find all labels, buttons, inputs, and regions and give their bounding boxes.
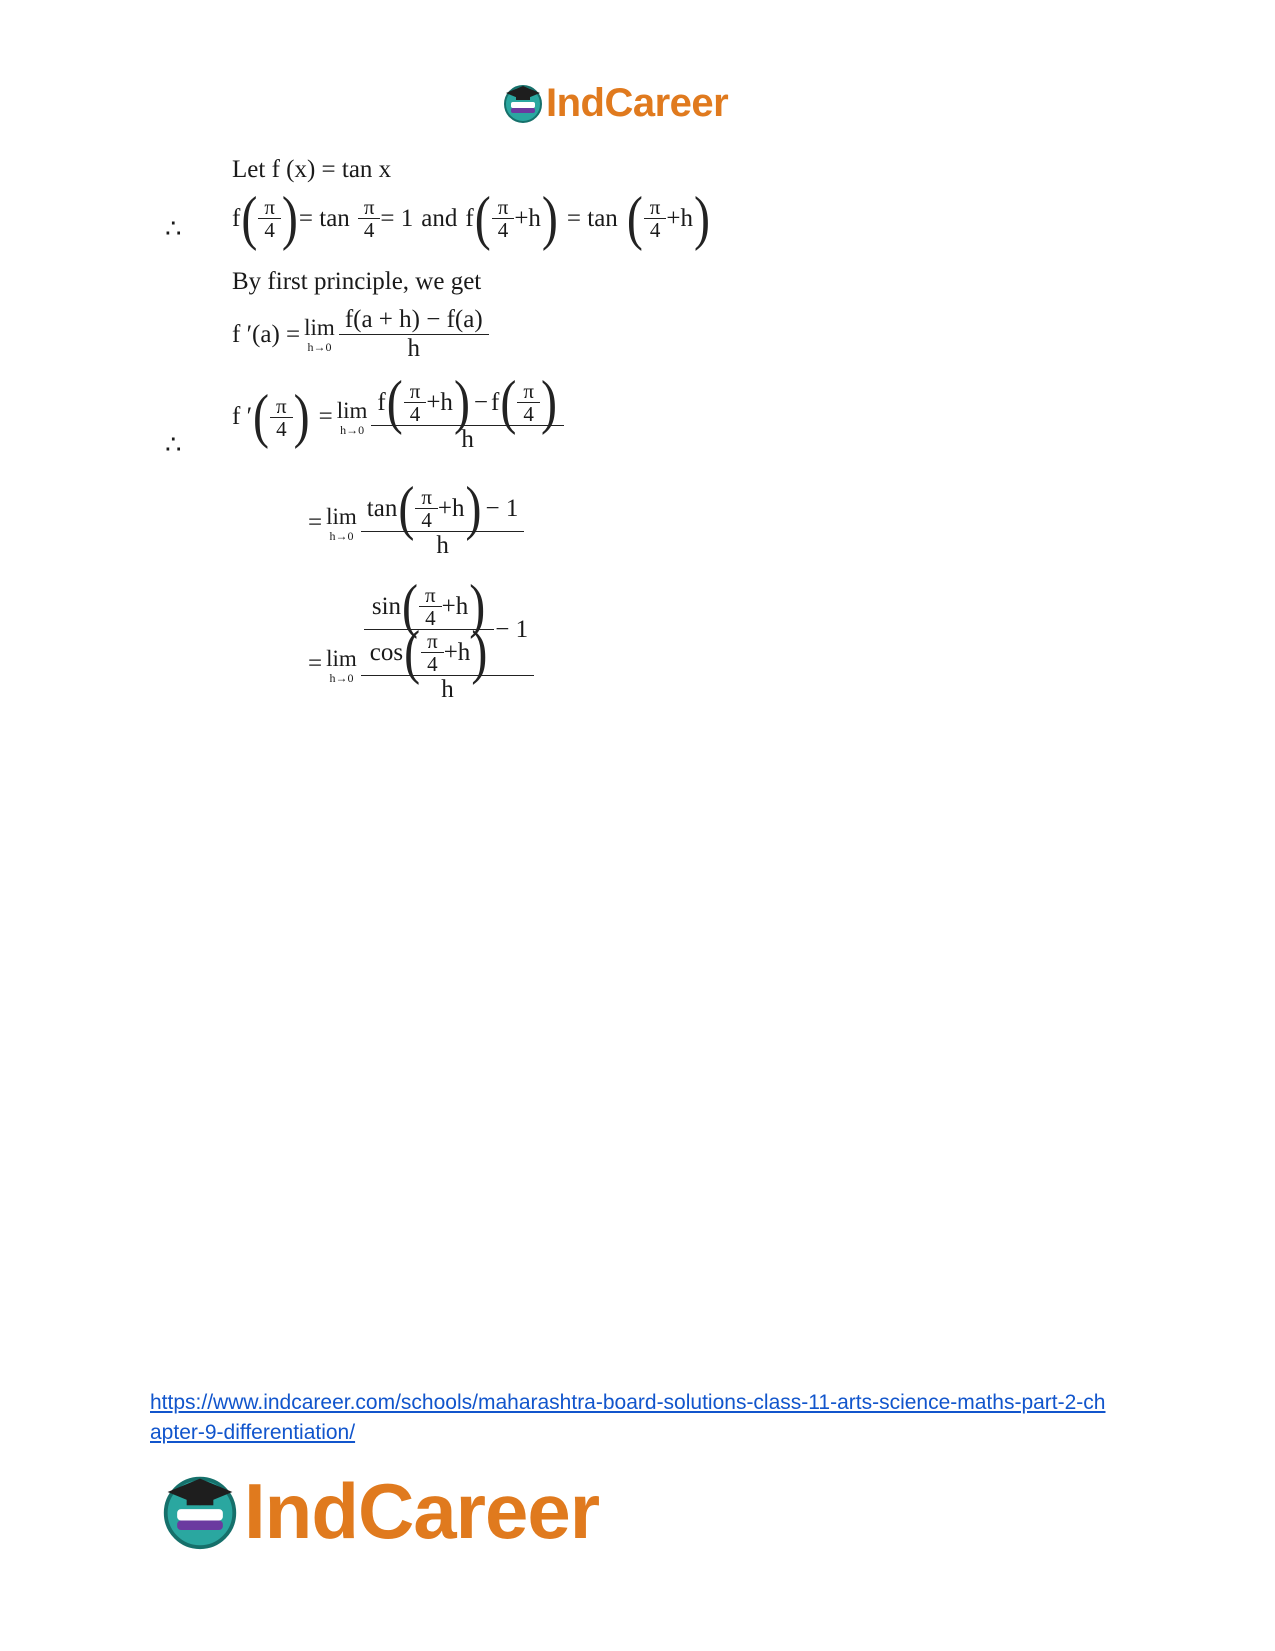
logo-wordmark: IndCareer bbox=[546, 80, 729, 125]
therefore-symbol: ∴ bbox=[165, 214, 182, 243]
math-line-let: Let f (x) = tan x bbox=[232, 156, 392, 183]
math-line-derivative-definition: f ′(a) = lim h→0 $\frac{f(a + h) - f(a)}{h}$ bbox=[232, 306, 489, 363]
limit-operator: lim h→0 bbox=[326, 503, 357, 543]
math-line-first-principle: By first principle, we get bbox=[232, 268, 482, 295]
quotient-fprime: f ( $\frac{\pi}{4}$ +h ) − f ( $\frac{\pi}{4}$ ) h bbox=[374, 380, 561, 454]
fraction-pi-over-4: $\frac{\pi}{4}$ bbox=[273, 395, 290, 440]
graduation-cap-globe-books-icon bbox=[160, 1471, 240, 1551]
fraction-pi-over-4: $\frac{\pi}{4}$ bbox=[647, 196, 664, 241]
therefore-symbol: ∴ bbox=[165, 430, 182, 459]
source-url-link[interactable]: https://www.indcareer.com/schools/maharashtra-board-solutions-class-11-arts-science-maths-part-2-chapter-9-differentiation/ bbox=[150, 1391, 1106, 1444]
fraction-pi-over-4: $\frac{\pi}{4}$ bbox=[361, 196, 378, 241]
quotient-sin-over-cos: sin ( $\frac{\pi}{4}$ +h ) cos ( $\frac{\pi}{4}$ +h ) − 1 h bbox=[364, 584, 531, 704]
math-solution bbox=[0, 0, 1275, 800]
math-line-values: f ( $\frac{\pi}{4}$ ) = tan $\frac{\pi}{4}$ = 1 and f ( $\frac{\pi}{4}$ +h ) = tan ( $\frac{\pi}{4}$ +h ) bbox=[232, 184, 710, 251]
logo-wordmark: IndCareer bbox=[244, 1466, 600, 1555]
limit-operator: lim h→0 bbox=[304, 315, 335, 354]
fraction-pi-over-4: $\frac{\pi}{4}$ bbox=[261, 196, 278, 241]
footer-logo bbox=[160, 1468, 599, 1554]
difference-quotient: $\frac{f(a + h) - f(a)}{h}$ bbox=[342, 306, 486, 363]
math-line-sin-cos-quotient: = lim h→0 sin ( $\frac{\pi}{4}$ +h ) cos ( $\frac{\pi}{4}$ +h ) − 1 h bbox=[308, 584, 534, 704]
fraction-pi-over-4: $\frac{\pi}{4}$ bbox=[495, 196, 512, 241]
math-line-tan-quotient: = lim h→0 tan ( $\frac{\pi}{4}$ +h ) − 1 h bbox=[308, 486, 524, 560]
limit-operator: lim h→0 bbox=[326, 646, 357, 685]
math-line-fprime-pi4: f ′ ( $\frac{\pi}{4}$ ) = lim h→0 f ( $\frac{\pi}{4}$ +h ) − f ( $\frac{\pi}{4}$ ) h bbox=[232, 380, 564, 454]
quotient-tan: tan ( $\frac{\pi}{4}$ +h ) − 1 h bbox=[364, 486, 522, 560]
limit-operator: lim h→0 bbox=[336, 397, 368, 437]
